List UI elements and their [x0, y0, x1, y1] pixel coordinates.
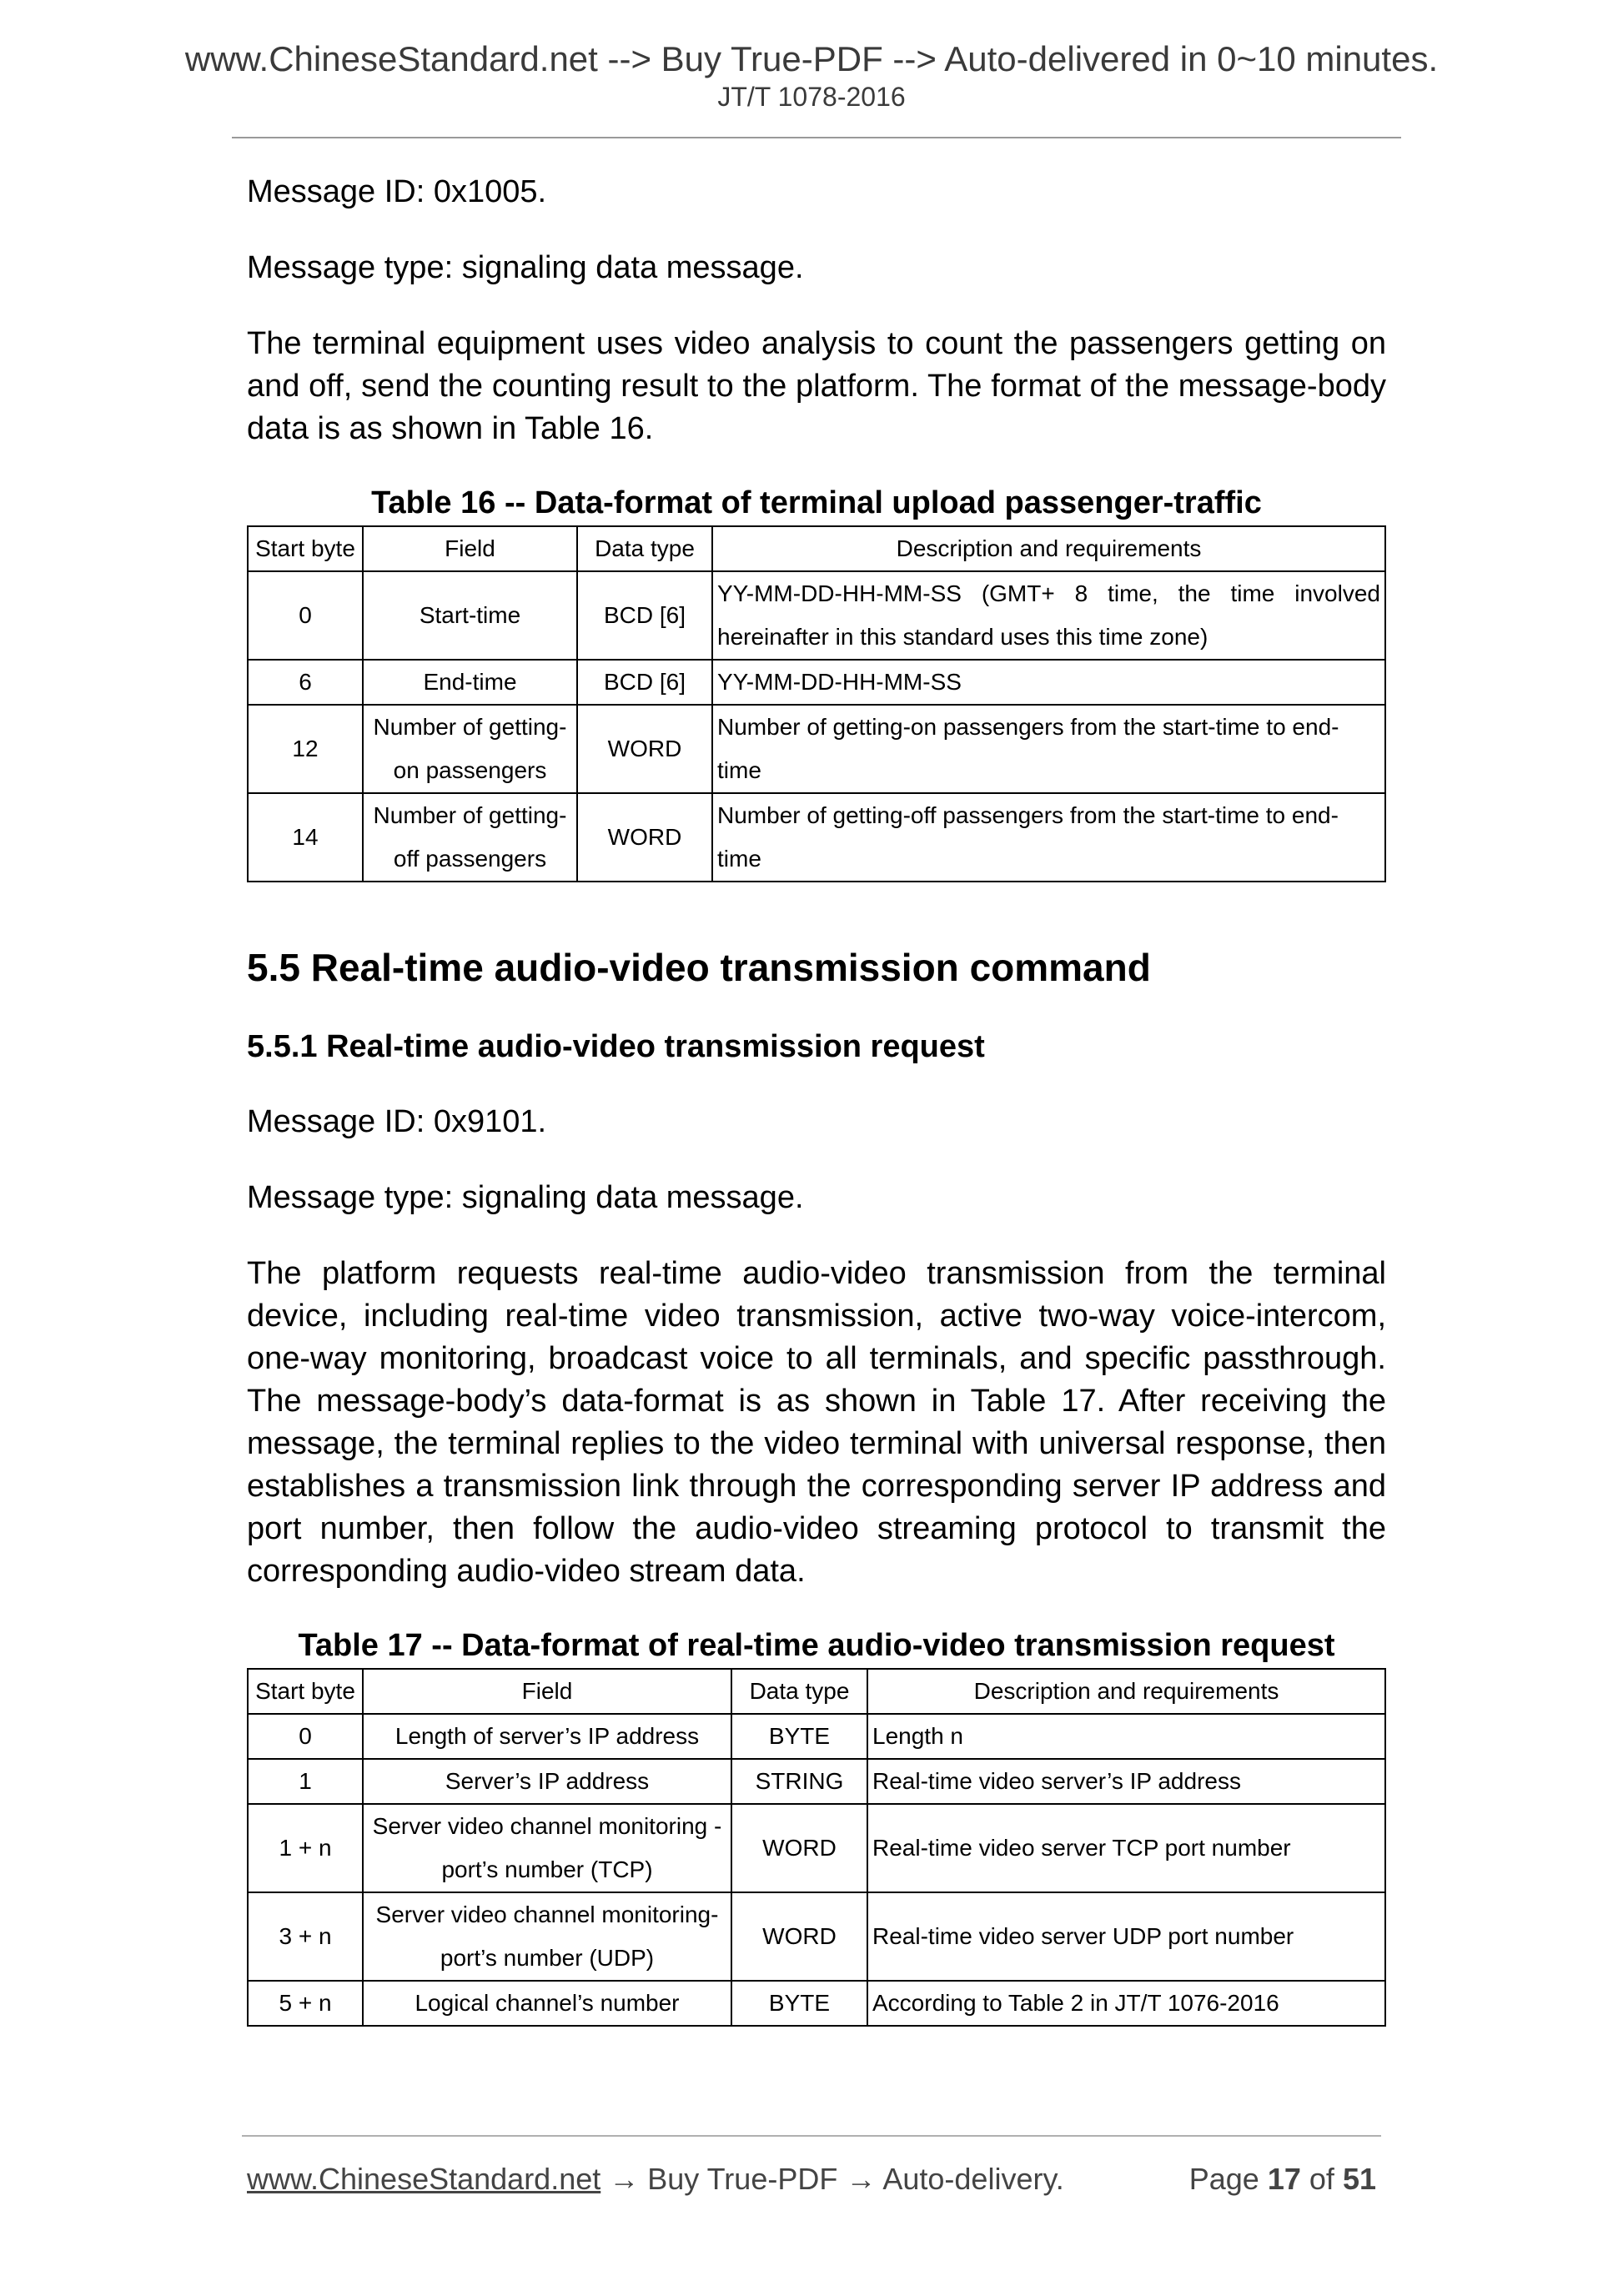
data-type-cell: BYTE [731, 1714, 867, 1759]
table-row [248, 1892, 1385, 1981]
table16-title: Table 16 -- Data-format of terminal upload passenger-traffic [371, 485, 1262, 520]
description-cell: YY-MM-DD-HH-MM-SS [712, 660, 1385, 705]
field-cell: End-time [363, 660, 577, 705]
table-header-row [248, 526, 1385, 571]
field-cell: Length of server’s IP address [363, 1714, 731, 1759]
table-row [248, 1759, 1385, 1804]
message-id-0x1005: Message ID: 0x1005. [247, 174, 547, 209]
header-field: Field [363, 526, 577, 571]
description-cell: Real-time video server’s IP address [867, 1759, 1385, 1804]
section-heading: 5.5 Real-time audio-video transmission command [247, 946, 1151, 989]
field-cell: Number of getting-off passengers [363, 793, 577, 882]
field-cell: Server video channel monitoring -port’s number (TCP) [363, 1804, 731, 1892]
footer-buy-text: Buy True-PDF [647, 2162, 838, 2196]
table17-title: Table 17 -- Data-format of real-time audio-video transmission request [298, 1628, 1335, 1663]
data-type-cell: BYTE [731, 1981, 867, 2026]
start-byte-cell: 5 + n [248, 1981, 363, 2026]
field-cell: Number of getting-on passengers [363, 705, 577, 793]
start-byte-cell: 1 + n [248, 1804, 363, 1892]
description-cell: Length n [867, 1714, 1385, 1759]
description-cell: Number of getting-on passengers from the start-time to end-time [712, 705, 1385, 793]
start-byte-cell: 14 [248, 793, 363, 882]
table-row [248, 1714, 1385, 1759]
header-data-type: Data type [577, 526, 712, 571]
site-banner: www.ChineseStandard.net --> Buy True-PDF --> Auto-delivered in 0~10 minutes. [184, 39, 1439, 78]
subsection-heading: 5.5.1 Real-time audio-video transmission request [247, 1029, 985, 1064]
table-header-row [248, 1669, 1385, 1714]
data-type-cell: WORD [577, 705, 712, 793]
table-row [248, 660, 1385, 705]
footer-site-link[interactable]: www.ChineseStandard.net [247, 2162, 601, 2196]
header-start-byte: Start byte [248, 526, 363, 571]
field-cell: Start-time [363, 571, 577, 660]
footer-divider [242, 2135, 1381, 2137]
description-cell: According to Table 2 in JT/T 1076-2016 [867, 1981, 1385, 2026]
footer-delivery-text: Auto-delivery. [882, 2162, 1064, 2196]
header-description: Description and requirements [867, 1669, 1385, 1714]
footer-promo [247, 2162, 1064, 2197]
header-field: Field [363, 1669, 731, 1714]
description-cell: YY-MM-DD-HH-MM-SS (GMT+ 8 time, the time involved hereinafter in this standard uses this time zone) [712, 571, 1385, 660]
page-label: Page [1188, 2162, 1259, 2196]
start-byte-cell: 6 [248, 660, 363, 705]
message-type-2: Message type: signaling data message. [247, 1180, 804, 1215]
description-cell: Real-time video server UDP port number [867, 1892, 1385, 1981]
header-divider [232, 137, 1401, 138]
standard-code: JT/T 1078-2016 [717, 82, 906, 112]
header-data-type: Data type [731, 1669, 867, 1714]
page-content [247, 171, 1386, 2088]
field-cell: Server’s IP address [363, 1759, 731, 1804]
start-byte-cell: 1 [248, 1759, 363, 1804]
description-cell: Number of getting-off passengers from the start-time to end-time [712, 793, 1385, 882]
data-type-cell: BCD [6] [577, 571, 712, 660]
data-type-cell: WORD [577, 793, 712, 882]
description-cell: Real-time video server TCP port number [867, 1804, 1385, 1892]
footer-arrow-2: → [837, 2162, 883, 2196]
header-start-byte: Start byte [248, 1669, 363, 1714]
field-cell: Server video channel monitoring-port’s number (UDP) [363, 1892, 731, 1981]
page-number: 17 [1267, 2162, 1301, 2196]
table16 [247, 525, 1386, 882]
start-byte-cell: 0 [248, 571, 363, 660]
header-description: Description and requirements [712, 526, 1385, 571]
footer-arrow-1: → [600, 2162, 648, 2196]
field-cell: Logical channel’s number [363, 1981, 731, 2026]
data-type-cell: WORD [731, 1892, 867, 1981]
table-row [248, 571, 1385, 660]
of-label: of [1309, 2162, 1334, 2196]
table-row [248, 793, 1385, 882]
page-indicator [1189, 2162, 1376, 2197]
start-byte-cell: 0 [248, 1714, 363, 1759]
section-paragraph: The platform requests real-time audio-video transmission from the terminal device, including real-time video transmission, active two-way voice-intercom, one-way monitoring, broadcast voice to all terminals, and specific passthrough. The message-body’s data-format is as shown in Table 17. After receiving the message, the terminal replies to the video terminal with universal response, then establishes a transmission link through the corresponding server IP address and port number, then follow the audio-video streaming protocol to transmit the corresponding audio-video stream data. [247, 1256, 1386, 1589]
table-row [248, 1981, 1385, 2026]
data-type-cell: STRING [731, 1759, 867, 1804]
start-byte-cell: 12 [248, 705, 363, 793]
data-type-cell: BCD [6] [577, 660, 712, 705]
message-id-0x9101: Message ID: 0x9101. [247, 1104, 547, 1139]
message-type-1: Message type: signaling data message. [247, 250, 804, 285]
table-row [248, 1804, 1385, 1892]
table-row [248, 705, 1385, 793]
intro-paragraph: The terminal equipment uses video analysis to count the passengers getting on and off, send the counting result to the platform. The format of the message-body data is as shown in Table 16. [247, 326, 1386, 446]
data-type-cell: WORD [731, 1804, 867, 1892]
page-total: 51 [1342, 2162, 1376, 2196]
start-byte-cell: 3 + n [248, 1892, 363, 1981]
table17 [247, 1668, 1386, 2027]
